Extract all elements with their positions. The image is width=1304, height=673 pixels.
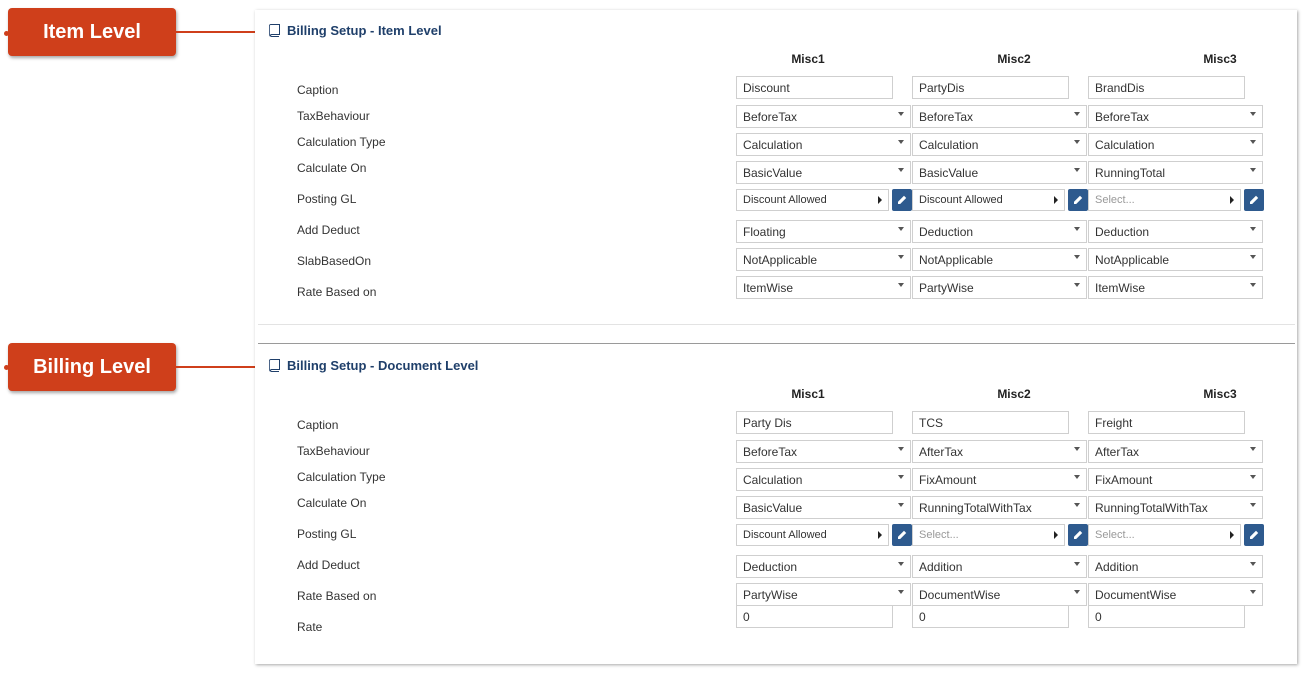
item-misc2-gl-lookup[interactable] [912,189,1065,211]
field-value: Addition [919,559,963,574]
caret-down-icon [1250,562,1256,566]
item-misc2-calc-type-select[interactable] [912,133,1087,156]
pencil-icon [897,530,907,540]
item-misc3-caption-input[interactable] [1088,76,1245,99]
caret-right-icon [878,196,882,204]
field-value: NotApplicable [743,252,818,267]
field-value: FixAmount [919,472,977,487]
field-value: Calculation [919,137,979,152]
caret-down-icon [898,140,904,144]
doc-misc2-calc-on-select[interactable] [912,496,1087,519]
item-misc3-calc-type-select[interactable] [1088,133,1263,156]
item-misc2-tax-select[interactable] [912,105,1087,128]
doc-misc1-rate-based-select[interactable] [736,583,911,606]
doc-misc2-add-deduct-select[interactable] [912,555,1087,578]
caret-down-icon [1250,475,1256,479]
field-value: Addition [1095,559,1139,574]
field-value: TCS [919,415,943,430]
field-value: Calculation [1095,137,1155,152]
label-posting-gl: Posting GL [297,192,357,206]
col-head-misc3: Misc3 [1203,52,1237,66]
label-calculation-type: Calculation Type [297,135,386,149]
caret-down-icon [1074,283,1080,287]
doc-misc1-calc-type-select[interactable] [736,468,911,491]
caret-down-icon [1074,503,1080,507]
field-value: BeforeTax [1095,109,1150,124]
item-misc2-add-deduct-select[interactable] [912,220,1087,243]
field-value: Discount Allowed [743,194,827,206]
field-value: Floating [743,224,786,239]
label-slab-based-on: SlabBasedOn [297,254,372,268]
section-divider [258,324,1295,325]
caret-down-icon [1074,168,1080,172]
doc-misc3-calc-type-select[interactable] [1088,468,1263,491]
callout-item-arrow [176,31,258,33]
label-tax-behaviour: TaxBehaviour [297,444,370,458]
doc-misc2-calc-type-select[interactable] [912,468,1087,491]
item-misc3-slab-select[interactable] [1088,248,1263,271]
field-value: AfterTax [1095,444,1140,459]
col-head-misc2: Misc2 [997,387,1031,401]
label-add-deduct: Add Deduct [297,223,360,237]
item-misc1-calc-type-select[interactable] [736,133,911,156]
item-misc1-rate-based-select[interactable] [736,276,911,299]
col-head-misc1: Misc1 [791,52,825,66]
label-calculate-on: Calculate On [297,161,367,175]
label-rate-based-on: Rate Based on [297,285,377,299]
field-value: 0 [919,609,926,624]
caret-right-icon [1054,196,1058,204]
caret-down-icon [1250,255,1256,259]
document-level-panel [258,347,1295,657]
col-head-misc2: Misc2 [997,52,1031,66]
doc-misc2-caption-input[interactable] [912,411,1069,434]
doc-misc1-caption-input[interactable] [736,411,893,434]
item-level-title-text: Billing Setup - Item Level [287,23,442,38]
callout-billing-level: Billing Level [8,343,176,391]
caret-down-icon [1250,447,1256,451]
caret-down-icon [898,562,904,566]
item-misc3-tax-select[interactable] [1088,105,1263,128]
caret-down-icon [1074,227,1080,231]
label-caption: Caption [297,418,339,432]
caret-down-icon [1250,168,1256,172]
label-add-deduct: Add Deduct [297,558,360,572]
field-value: BeforeTax [743,444,798,459]
item-misc1-add-deduct-select[interactable] [736,220,911,243]
doc-misc3-rate-input[interactable] [1088,605,1245,628]
doc-misc2-gl-edit-button[interactable] [1068,524,1088,546]
doc-misc1-gl-edit-button[interactable] [892,524,912,546]
label-rate: Rate [297,620,323,634]
doc-misc1-tax-select[interactable] [736,440,911,463]
field-value: BeforeTax [919,109,974,124]
item-misc1-calc-on-select[interactable] [736,161,911,184]
doc-misc3-rate-based-select[interactable] [1088,583,1263,606]
caret-down-icon [898,447,904,451]
field-placeholder: Select... [1095,194,1135,206]
field-value: Deduction [743,559,798,574]
field-value: Deduction [919,224,974,239]
doc-misc3-gl-lookup[interactable] [1088,524,1241,546]
pencil-icon [1073,195,1083,205]
caret-down-icon [898,227,904,231]
field-value: DocumentWise [1095,587,1177,602]
field-value: PartyWise [743,587,798,602]
field-placeholder: Select... [919,529,959,541]
item-misc1-caption-input[interactable] [736,76,893,99]
field-value: Freight [1095,415,1133,430]
field-value: NotApplicable [1095,252,1170,267]
field-value: BasicValue [743,500,803,515]
field-value: RunningTotalWithTax [919,500,1032,515]
doc-misc3-calc-on-select[interactable] [1088,496,1263,519]
caret-down-icon [1250,283,1256,287]
field-value: BasicValue [919,165,979,180]
item-misc1-gl-edit-button[interactable] [892,189,912,211]
field-value: RunningTotal [1095,165,1166,180]
caret-down-icon [1074,140,1080,144]
caret-down-icon [898,112,904,116]
field-value: DocumentWise [919,587,1001,602]
item-misc3-calc-on-select[interactable] [1088,161,1263,184]
field-value: Calculation [743,472,803,487]
item-misc2-slab-select[interactable] [912,248,1087,271]
field-value: ItemWise [743,280,794,295]
doc-misc1-gl-lookup[interactable] [736,524,889,546]
caret-down-icon [1250,140,1256,144]
field-value: AfterTax [919,444,964,459]
item-level-title [268,23,442,38]
callout-billing-arrow [176,366,258,368]
field-value: BrandDis [1095,80,1145,95]
caret-right-icon [1054,531,1058,539]
item-misc1-tax-select[interactable] [736,105,911,128]
item-misc3-add-deduct-select[interactable] [1088,220,1263,243]
document-level-title [268,358,478,373]
label-rate-based-on: Rate Based on [297,589,377,603]
pencil-icon [1073,530,1083,540]
field-value: ItemWise [1095,280,1146,295]
caret-down-icon [1250,112,1256,116]
field-value: Discount Allowed [743,529,827,541]
field-value: PartyDis [919,80,965,95]
caret-down-icon [1250,590,1256,594]
callout-item-level: Item Level [8,8,176,56]
caret-down-icon [1074,590,1080,594]
pencil-icon [1249,530,1259,540]
book-icon [268,359,281,372]
field-value: Party Dis [743,415,792,430]
doc-misc3-gl-edit-button[interactable] [1244,524,1264,546]
pencil-icon [1249,195,1259,205]
col-head-misc3: Misc3 [1203,387,1237,401]
item-misc2-calc-on-select[interactable] [912,161,1087,184]
doc-misc2-tax-select[interactable] [912,440,1087,463]
caret-down-icon [898,168,904,172]
doc-misc1-calc-on-select[interactable] [736,496,911,519]
callout-item-dot [4,31,9,36]
doc-misc1-rate-input[interactable] [736,605,893,628]
label-calculate-on: Calculate On [297,496,367,510]
label-posting-gl: Posting GL [297,527,357,541]
field-value: 0 [1095,609,1102,624]
caret-down-icon [898,590,904,594]
field-value: Discount [743,80,790,95]
doc-misc3-add-deduct-select[interactable] [1088,555,1263,578]
caret-down-icon [1074,447,1080,451]
item-misc2-caption-input[interactable] [912,76,1069,99]
caret-down-icon [898,475,904,479]
label-caption: Caption [297,83,339,97]
doc-misc3-tax-select[interactable] [1088,440,1263,463]
caret-down-icon [1074,562,1080,566]
caret-right-icon [1230,531,1234,539]
field-value: RunningTotalWithTax [1095,500,1208,515]
caret-down-icon [898,255,904,259]
field-value: PartyWise [919,280,974,295]
col-head-misc1: Misc1 [791,387,825,401]
caret-down-icon [898,503,904,507]
caret-down-icon [1250,503,1256,507]
field-value: Discount Allowed [919,194,1003,206]
pencil-icon [897,195,907,205]
label-tax-behaviour: TaxBehaviour [297,109,370,123]
section-divider-dark [258,343,1295,344]
field-value: Calculation [743,137,803,152]
doc-misc2-rate-input[interactable] [912,605,1069,628]
doc-misc3-caption-input[interactable] [1088,411,1245,434]
item-misc3-rate-based-select[interactable] [1088,276,1263,299]
doc-misc2-gl-lookup[interactable] [912,524,1065,546]
field-value: BeforeTax [743,109,798,124]
doc-misc2-rate-based-select[interactable] [912,583,1087,606]
item-level-panel [258,12,1295,324]
field-value: NotApplicable [919,252,994,267]
item-misc1-slab-select[interactable] [736,248,911,271]
item-misc1-gl-lookup[interactable] [736,189,889,211]
callout-billing-dot [4,365,9,370]
field-value: 0 [743,609,750,624]
caret-right-icon [878,531,882,539]
book-icon [268,24,281,37]
caret-down-icon [1074,475,1080,479]
field-value: BasicValue [743,165,803,180]
caret-right-icon [1230,196,1234,204]
caret-down-icon [898,283,904,287]
caret-down-icon [1074,255,1080,259]
field-value: FixAmount [1095,472,1153,487]
label-calculation-type: Calculation Type [297,470,386,484]
document-level-title-text: Billing Setup - Document Level [287,358,479,373]
caret-down-icon [1250,227,1256,231]
item-misc3-gl-lookup[interactable] [1088,189,1241,211]
item-misc2-rate-based-select[interactable] [912,276,1087,299]
field-placeholder: Select... [1095,529,1135,541]
caret-down-icon [1074,112,1080,116]
item-misc3-gl-edit-button[interactable] [1244,189,1264,211]
field-value: Deduction [1095,224,1150,239]
doc-misc1-add-deduct-select[interactable] [736,555,911,578]
item-misc2-gl-edit-button[interactable] [1068,189,1088,211]
